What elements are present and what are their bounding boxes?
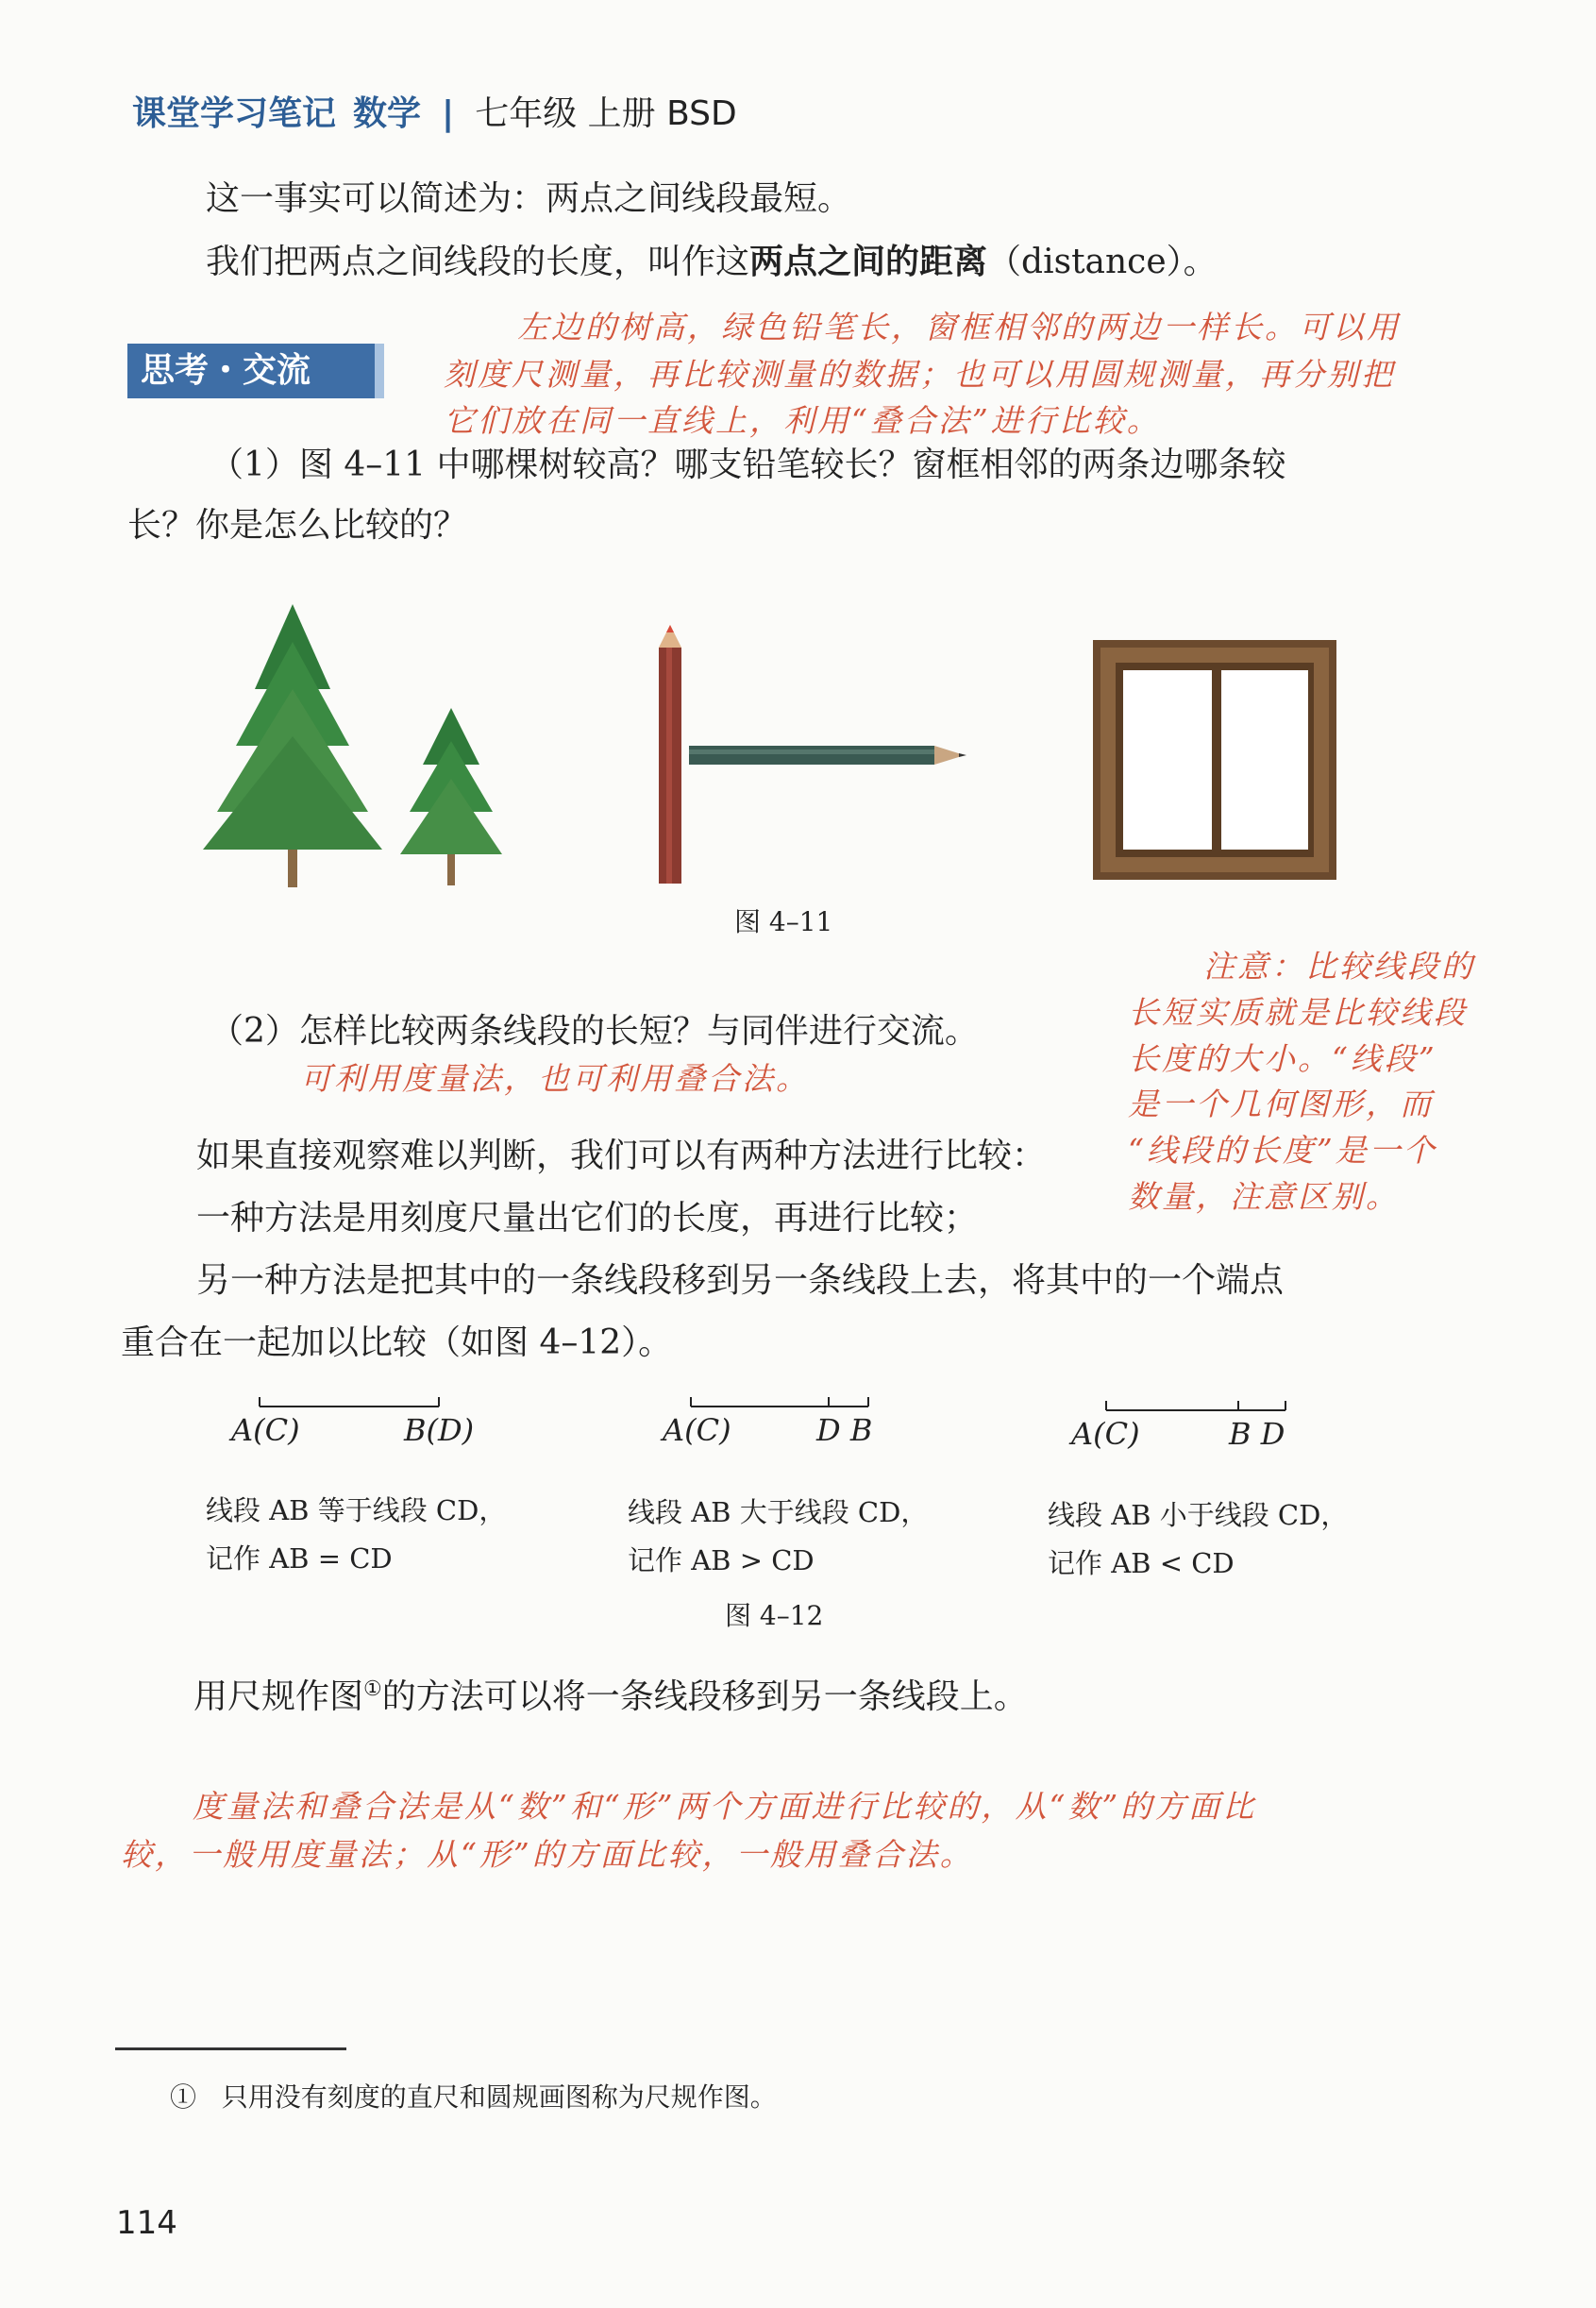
compass-sentence — [193, 1676, 1028, 1720]
distance-term: 两点之间的距离 — [749, 243, 988, 281]
compass-prefix: 用尺规作图 — [193, 1677, 364, 1716]
panel-less-description — [1048, 1491, 1348, 1588]
desc-line: 线段 AB 等于线段 CD， — [206, 1494, 507, 1526]
segment-equal — [260, 1397, 439, 1407]
methods-intro: 如果直接观察难以判断，我们可以有两种方法进行比较： — [196, 1137, 1047, 1175]
label-a-c: A(C) — [1071, 1416, 1140, 1452]
panel-equal-description — [206, 1487, 506, 1583]
page-header — [132, 87, 737, 135]
tall-tree-icon — [203, 604, 382, 887]
note-line: 较，一般用度量法；从“形”的方面比较，一般用叠合法。 — [121, 1836, 974, 1874]
label-b-d: B D — [1229, 1416, 1285, 1452]
handwritten-note-tools — [444, 304, 1401, 445]
method-two-line-2: 重合在一起加以比较（如图 4–12）。 — [121, 1323, 673, 1362]
page-number: 114 — [116, 2204, 177, 2242]
question-1-line-2: 长？你是怎么比较的？ — [127, 506, 468, 545]
handwritten-note-attention — [1128, 944, 1475, 1221]
desc-line: 记作 AB > CD — [628, 1543, 815, 1576]
question-2: （2）怎样比较两条线段的长短？与同伴进行交流。 — [210, 1012, 979, 1051]
segment-less — [1106, 1401, 1285, 1410]
panel-greater-description — [628, 1489, 928, 1585]
paragraph-fact: 这一事实可以简述为：两点之间线段最短。 — [206, 179, 852, 218]
think-exchange-label: 思考・交流 — [127, 344, 375, 398]
note-line: 长短实质就是比较线段 — [1128, 993, 1468, 1031]
footnote-mark: ① — [170, 2081, 197, 2113]
desc-line: 线段 AB 大于线段 CD， — [628, 1496, 929, 1528]
label-d-b: D B — [816, 1412, 873, 1448]
note-line: “线段的长度”是一个 — [1128, 1132, 1437, 1170]
note-line: 刻度尺测量，再比较测量的数据；也可以用圆规测量，再分别把 — [444, 355, 1395, 393]
window-frame-icon — [1093, 640, 1336, 880]
note-line: 长度的大小。“线段” — [1128, 1039, 1437, 1077]
series-title: 课堂学习笔记 — [132, 94, 337, 133]
desc-line: 线段 AB 小于线段 CD， — [1048, 1499, 1349, 1531]
grade-label: 七年级 上册 BSD — [475, 94, 737, 133]
note-line: 左边的树高，绿色铅笔长，窗框相邻的两边一样长。可以用 — [517, 309, 1401, 345]
red-pencil-icon — [659, 625, 681, 884]
label-a-c: A(C) — [231, 1412, 300, 1448]
footnote-ref: ① — [363, 1677, 382, 1701]
figure-4-12-segments — [236, 1388, 1321, 1416]
header-separator: | — [442, 94, 455, 133]
segment-greater — [691, 1397, 868, 1407]
desc-line: 记作 AB < CD — [1048, 1546, 1235, 1579]
distance-prefix: 我们把两点之间线段的长度，叫作这 — [206, 243, 750, 281]
paragraph-distance — [206, 241, 1218, 285]
figure-4-11-illustration — [198, 585, 1378, 897]
desc-line: 记作 AB = CD — [206, 1541, 393, 1575]
label-b-d: B(D) — [404, 1412, 475, 1448]
note-line: 数量，注意区别。 — [1128, 1178, 1400, 1216]
green-pencil-icon — [689, 746, 966, 765]
distance-suffix: （distance）。 — [987, 243, 1218, 281]
method-two-line-1: 另一种方法是把其中的一条线段移到另一条线段上去，将其中的一个端点 — [196, 1261, 1285, 1300]
footnote-rule — [115, 2047, 346, 2050]
note-line: 是一个几何图形，而 — [1128, 1086, 1434, 1123]
short-tree-icon — [400, 708, 502, 885]
figure-4-11-caption: 图 4–11 — [734, 906, 833, 937]
subject-title: 数学 — [353, 94, 422, 133]
figure-4-12-caption: 图 4–12 — [725, 1600, 824, 1631]
method-one: 一种方法是用刻度尺量出它们的长度，再进行比较； — [196, 1199, 979, 1238]
note-line: 度量法和叠合法是从“数”和“形”两个方面进行比较的，从“数”的方面比 — [193, 1788, 1257, 1825]
footnote — [170, 2077, 777, 2114]
handwritten-note-methods: 可利用度量法，也可利用叠合法。 — [300, 1060, 810, 1097]
question-1-line-1: （1）图 4–11 中哪棵树较高？哪支铅笔较长？窗框相邻的两条边哪条较 — [210, 446, 1286, 484]
handwritten-note-summary — [121, 1782, 1256, 1878]
note-line: 注意：比较线段的 — [1203, 948, 1475, 985]
compass-suffix: 的方法可以将一条线段移到另一条线段上。 — [381, 1677, 1028, 1716]
footnote-text: 只用没有刻度的直尺和圆规画图称为尺规作图。 — [221, 2081, 777, 2113]
label-a-c: A(C) — [663, 1412, 731, 1448]
note-line: 它们放在同一直线上，利用“叠合法”进行比较。 — [444, 402, 1161, 439]
